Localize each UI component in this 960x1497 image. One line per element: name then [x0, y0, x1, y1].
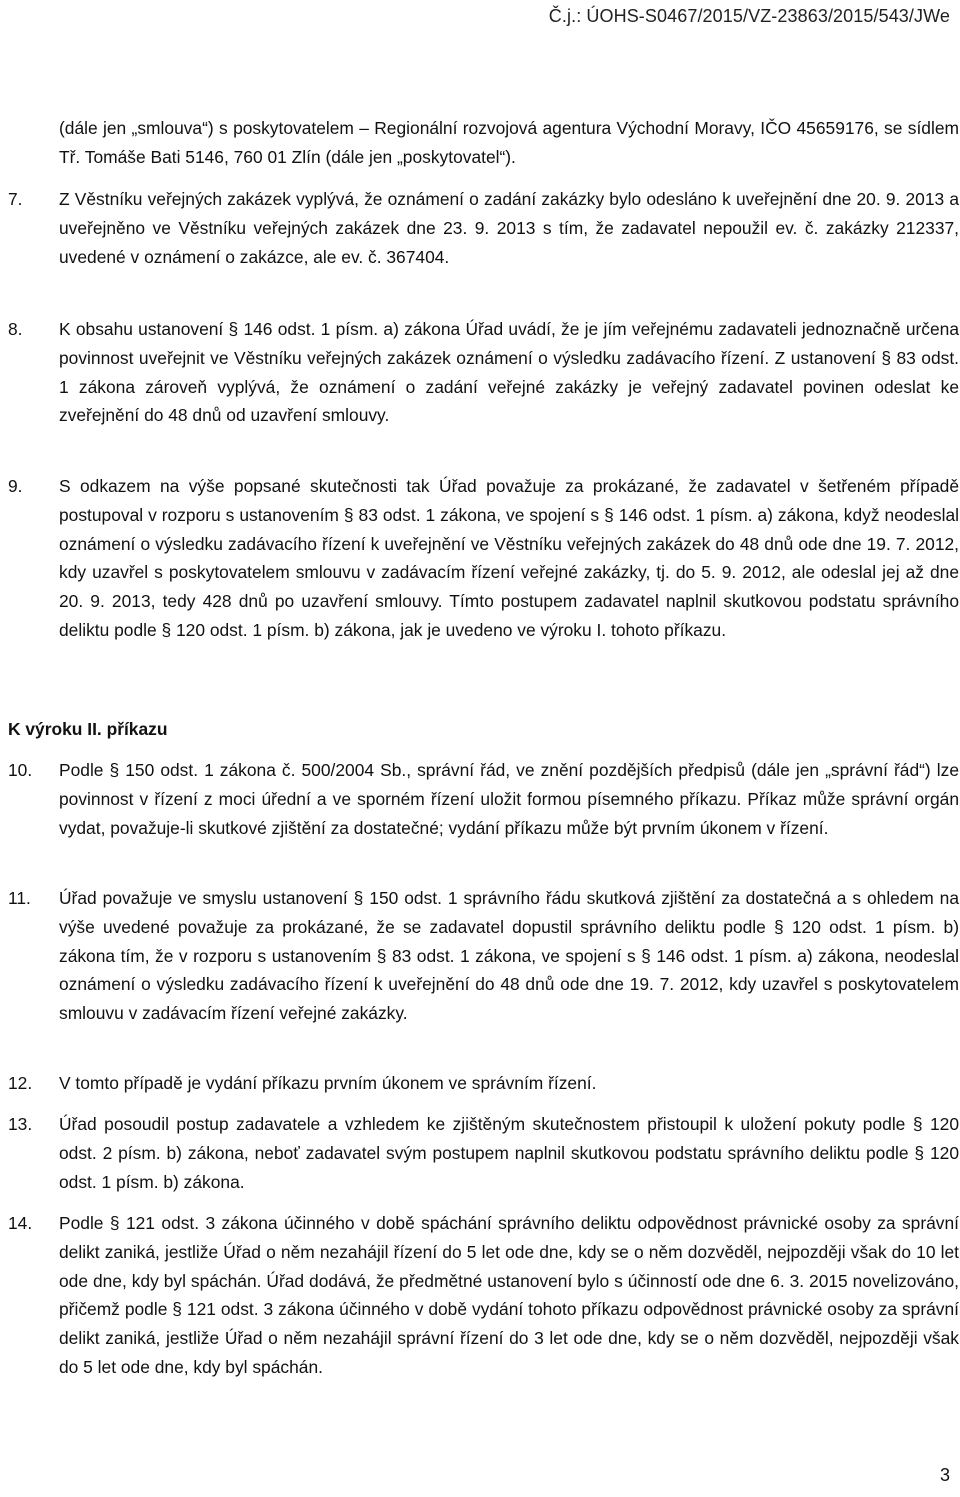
paragraph-text: Z Věstníku veřejných zakázek vyplývá, že oznámení o zadání zakázky bylo odesláno k uveřejnění dne 20. 9. 2013 a uveřejněno ve Věstníku veřejných zakázek dne 23. 9. 2013 s tím, že zadavatel nepoužil ev. č. zakázky 212337, uvedené v oznámení o zakázce, ale ev. č. 367404.: [59, 189, 959, 267]
document-reference: Č.j.: ÚOHS-S0467/2015/VZ-23863/2015/543/JWe: [548, 6, 950, 26]
paragraph-text: V tomto případě je vydání příkazu prvním úkonem ve správním řízení.: [59, 1073, 597, 1093]
paragraph-number: 7.: [8, 189, 23, 209]
paragraph-number: 13.: [8, 1114, 33, 1134]
paragraph-number: 10.: [8, 760, 33, 780]
paragraph-number: 11.: [8, 888, 31, 908]
paragraph-text: Úřad posoudil postup zadavatele a vzhledem ke zjištěným skutečnostem přistoupil k uložení pokuty podle § 120 odst. 2 písm. b) zákona, neboť zadavatel svým postupem naplnil skutkovou podstatu správního deliktu podle § 120 odst. 1 písm. b) zákona.: [59, 1114, 959, 1192]
paragraph-number: 12.: [8, 1073, 33, 1093]
page-number: 3: [939, 1465, 950, 1485]
paragraph-text: Úřad považuje ve smyslu ustanovení § 150 odst. 1 správního řádu skutková zjištění za dostatečná a s ohledem na výše uvedené považuje za prokázané, že se zadavatel dopustil správního deliktu podle § 120 odst. 1 písm. b) zákona tím, že v rozporu s ustanovením § 83 odst. 1 zákona, ve spojení s § 146 odst. 1 písm. a) zákona, neodeslal oznámení o výsledku zadávacího řízení k uveřejnění do 48 dnů ode dne 19. 7. 2012, kdy uzavřel s poskytovatelem smlouvu v zadávacím řízení veřejné zakázky.: [59, 888, 959, 1024]
section-heading: K výroku II. příkazu: [8, 719, 168, 739]
intro-paragraph: (dále jen „smlouva“) s poskytovatelem – Regionální rozvojová agentura Východní Moravy, IČO 45659176, se sídlem Tř. Tomáše Bati 5146, 760 01 Zlín (dále jen „poskytovatel“).: [59, 118, 959, 167]
paragraph-number: 14.: [8, 1213, 33, 1233]
paragraph-number: 9.: [8, 476, 23, 496]
paragraph-text: Podle § 150 odst. 1 zákona č. 500/2004 Sb., správní řád, ve znění pozdějších předpisů (dále jen „správní řád“) lze povinnost v řízení z moci úřední a ve sporném řízení uložit formou písemného příkazu. Příkaz může správní orgán vydat, považuje-li skutkové zjištění za dostatečné; vydání příkazu může být prvním úkonem v řízení.: [59, 760, 959, 838]
paragraph-text: K obsahu ustanovení § 146 odst. 1 písm. a) zákona Úřad uvádí, že je jím veřejnému zadavateli jednoznačně určena povinnost uveřejnit ve Věstníku veřejných zakázek oznámení o výsledku zadávacího řízení. Z ustanovení § 83 odst. 1 zákona zároveň vyplývá, že oznámení o zadání veřejné zakázky je veřejný zadavatel povinen odeslat ke zveřejnění do 48 dnů od uzavření smlouvy.: [59, 319, 959, 426]
paragraph-text: S odkazem na výše popsané skutečnosti tak Úřad považuje za prokázané, že zadavatel v šetřeném případě postupoval v rozporu s ustanovením § 83 odst. 1 zákona, ve spojení s § 146 odst. 1 písm. a) zákona, když neodeslal oznámení o výsledku zadávacího řízení k uveřejnění ve Věstníku veřejných zakázek do 48 dnů ode dne 19. 7. 2012, kdy uzavřel s poskytovatelem smlouvu v zadávacím řízení veřejné zakázky, tj. do 5. 9. 2012, ale odeslal jej až dne 20. 9. 2013, tedy 428 dnů po uzavření smlouvy. Tímto postupem zadavatel naplnil skutkovou podstatu správního deliktu podle § 120 odst. 1 písm. b) zákona, jak je uvedeno ve výroku I. tohoto příkazu.: [59, 476, 959, 640]
paragraph-number: 8.: [8, 319, 23, 339]
paragraph-text: Podle § 121 odst. 3 zákona účinného v době spáchání správního deliktu odpovědnost právnické osoby za správní delikt zaniká, jestliže Úřad o něm nezahájil řízení do 5 let ode dne, kdy se o něm dozvěděl, nejpozději však do 10 let ode dne, kdy byl spáchán. Úřad dodává, že předmětné ustanovení bylo s účinností ode dne 6. 3. 2015 novelizováno, přičemž podle § 121 odst. 3 zákona účinného v době vydání tohoto příkazu odpovědnost právnické osoby za správní delikt zaniká, jestliže Úřad o něm nezahájil správní řízení do 3 let ode dne, kdy se o něm dozvěděl, nejpozději však do 5 let ode dne, kdy byl spáchán.: [59, 1213, 959, 1377]
